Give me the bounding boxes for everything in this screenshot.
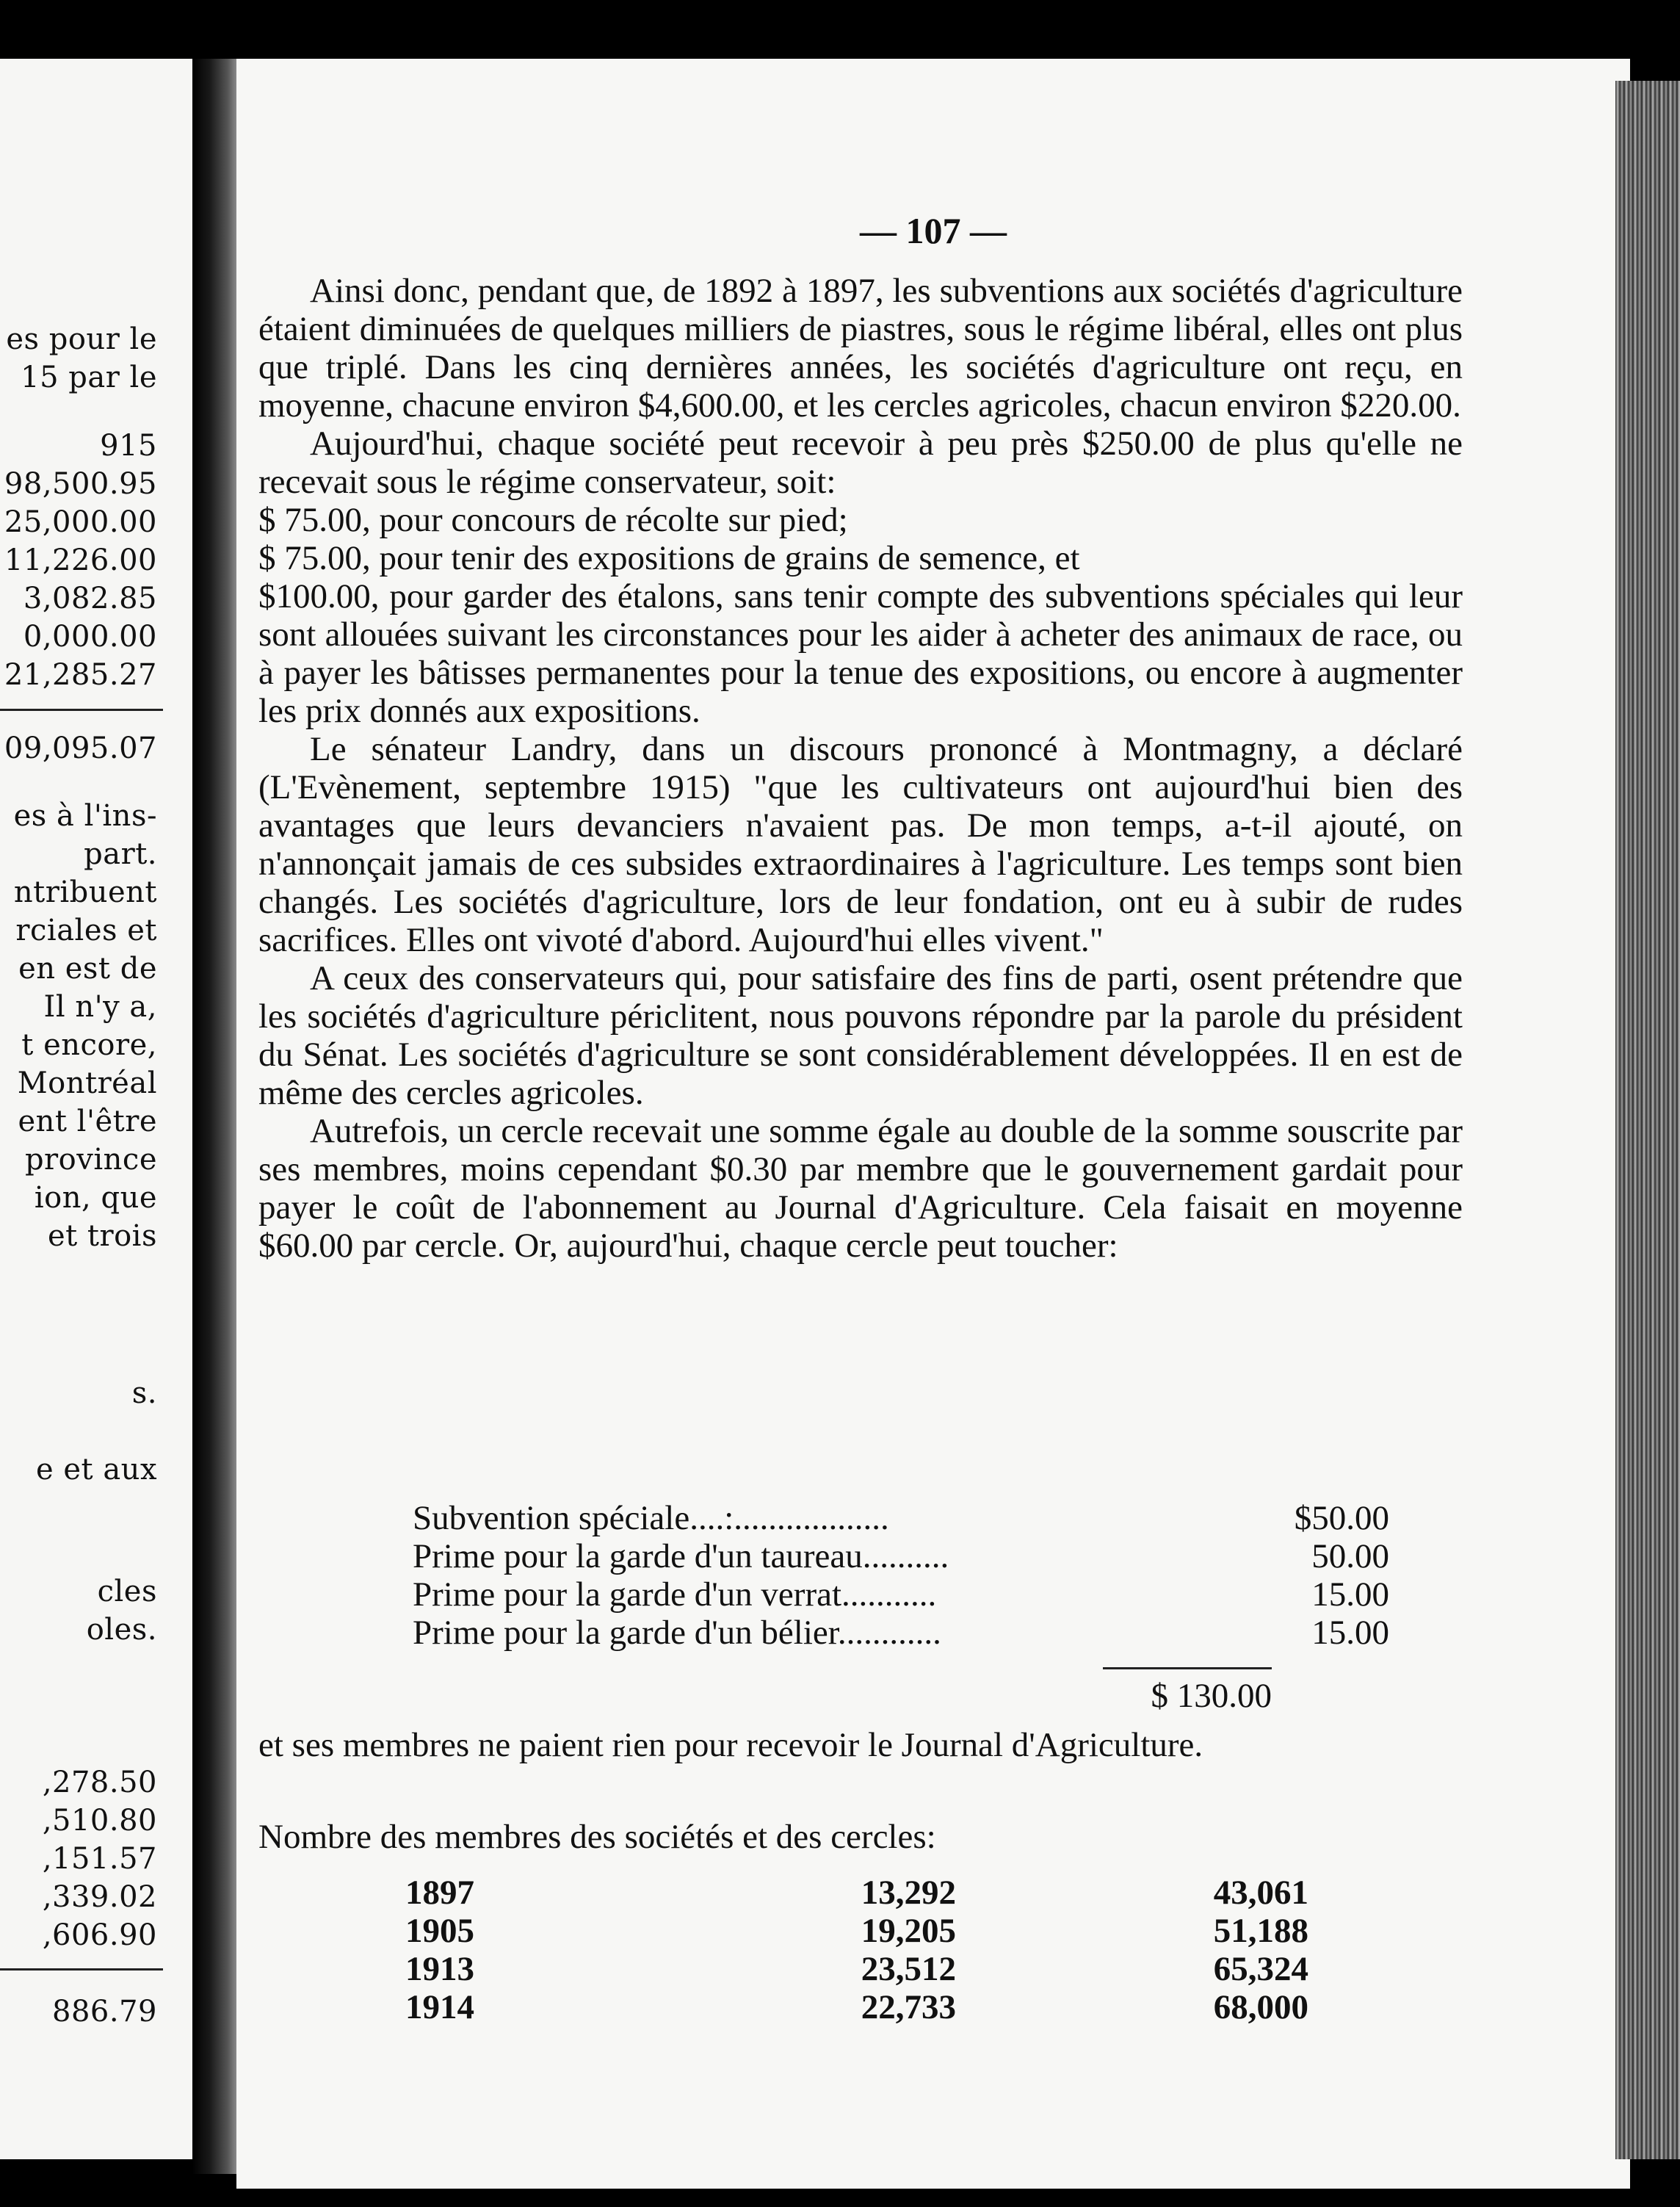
member-societies: 22,733 xyxy=(861,1988,956,2026)
left-line: province xyxy=(24,1143,157,1177)
subsidy-row xyxy=(413,1536,1389,1575)
member-circles: 65,324 xyxy=(1213,1950,1308,1988)
left-line: ,278.50 xyxy=(42,1766,157,1799)
member-circles: 51,188 xyxy=(1213,1912,1308,1950)
member-societies: 19,205 xyxy=(861,1912,956,1950)
members-row xyxy=(236,1911,1630,1949)
subsidy-label: Subvention spéciale....:.................. xyxy=(413,1499,889,1537)
member-year: 1897 xyxy=(405,1874,474,1912)
left-line: 21,285.27 xyxy=(4,658,157,692)
left-line: rciales et xyxy=(15,914,157,947)
member-year: 1913 xyxy=(405,1950,474,1988)
paragraph: Autrefois, un cercle recevait une somme égale au double de la somme souscrite par ses membres, moins cependant $0.30 par membre que le gouvernement gardait pour payer le coût de l'abonnement au Journal d'Agriculture. Cela faisait en moyenne $60.00 par cercle. Or, aujourd'hui, chaque cercle peut toucher: xyxy=(258,1112,1463,1265)
subsidy-amount: 15.00 xyxy=(1311,1575,1389,1614)
left-line: Il n'y a, xyxy=(43,990,157,1024)
left-line: cles xyxy=(97,1575,157,1608)
subsidy-label: Prime pour la garde d'un bélier............ xyxy=(413,1614,941,1652)
paragraph: Aujourd'hui, chaque société peut recevoir à peu près $250.00 de plus qu'elle ne recevait sous le régime conservateur, soit: xyxy=(258,425,1463,501)
left-line: e et aux xyxy=(35,1453,157,1487)
member-circles: 68,000 xyxy=(1213,1988,1308,2026)
paragraph: $ 75.00, pour concours de récolte sur pied; xyxy=(258,501,848,539)
subsidy-amount: 50.00 xyxy=(1311,1537,1389,1575)
paragraph: Le sénateur Landry, dans un discours prononcé à Montmagny, a déclaré (L'Evènement, septembre 1915) "que les cultivateurs ont aujourd'hui bien des avantages que leurs devanciers n'avaient pas. De mon temps, a-t-il ajouté, on n'annonçait jamais de ces subsides extraordinaires à l'agriculture. Les temps sont bien changés. Les sociétés d'agriculture, lors de leur fondation, ont eu à subir de rudes sacrifices. Elles ont vivoté d'abord. Aujourd'hui elles vivent." xyxy=(258,730,1463,959)
subsidy-table xyxy=(413,1498,1389,1651)
left-line: 15 par le xyxy=(21,361,157,394)
left-line: 886.79 xyxy=(52,1995,157,2029)
left-page-fragment xyxy=(0,59,192,2159)
member-societies: 23,512 xyxy=(861,1950,956,1988)
member-circles: 43,061 xyxy=(1213,1874,1308,1912)
left-line: ,151.57 xyxy=(42,1842,157,1876)
left-line: et trois xyxy=(47,1219,157,1253)
members-table xyxy=(236,1873,1630,2026)
member-year: 1905 xyxy=(405,1912,474,1950)
paragraph: $ 75.00, pour tenir des expositions de grains de semence, et xyxy=(258,539,1080,577)
left-line: en est de xyxy=(18,952,157,986)
left-line: oles. xyxy=(86,1613,157,1647)
left-rule xyxy=(0,709,163,711)
left-line: es à l'ins- xyxy=(13,799,157,833)
paragraph: Ainsi donc, pendant que, de 1892 à 1897, les subventions aux sociétés d'agriculture étaient diminuées de quelques milliers de piastres, sous le régime libéral, elles ont plus que triplé. Dans les cinq dernières années, les sociétés d'agriculture ont reçu, en moyenne, chacune environ $4,600.00, et les cercles agricoles, chacun environ $220.00. xyxy=(258,272,1463,425)
left-line: ent l'être xyxy=(18,1105,157,1138)
page-edges xyxy=(1615,81,1680,2159)
paragraph: A ceux des conservateurs qui, pour satisfaire des fins de parti, osent prétendre que les sociétés d'agriculture périclitent, nous pouvons répondre par la parole du président du Sénat. Les sociétés d'agriculture se sont considérablement développées. Il en est de même des cercles agricoles. xyxy=(258,959,1463,1112)
members-row xyxy=(236,1873,1630,1911)
total-rule xyxy=(1103,1667,1272,1669)
subsidy-amount: 15.00 xyxy=(1311,1614,1389,1652)
main-page xyxy=(236,59,1630,2189)
member-societies: 13,292 xyxy=(861,1874,956,1912)
members-row xyxy=(236,1987,1630,2026)
left-line: Montréal xyxy=(17,1066,157,1100)
subsidy-amount: $50.00 xyxy=(1294,1499,1389,1537)
left-line: part. xyxy=(84,837,157,871)
left-line: ,339.02 xyxy=(42,1880,157,1914)
left-line: 98,500.95 xyxy=(4,467,157,501)
book-gutter xyxy=(192,59,236,2174)
left-line: 3,082.85 xyxy=(23,582,157,615)
after-table-text: et ses membres ne paient rien pour recevoir le Journal d'Agriculture. xyxy=(258,1726,1203,1764)
subsidy-label: Prime pour la garde d'un taureau.......... xyxy=(413,1537,949,1575)
left-line: 0,000.00 xyxy=(23,620,157,654)
left-line: ,606.90 xyxy=(42,1918,157,1952)
left-line: 11,226.00 xyxy=(4,543,157,577)
subsidy-row xyxy=(413,1498,1389,1536)
left-line: ion, que xyxy=(34,1181,157,1215)
page-number: — 107 — xyxy=(860,210,1007,251)
left-line: ,510.80 xyxy=(42,1804,157,1838)
left-line: ntribuent xyxy=(13,875,157,909)
subsidy-row xyxy=(413,1613,1389,1651)
body-text xyxy=(258,272,1463,1265)
left-line: t encore, xyxy=(21,1028,157,1062)
subsidy-label: Prime pour la garde d'un verrat........... xyxy=(413,1575,937,1614)
left-rule xyxy=(0,1968,163,1971)
left-line: 915 xyxy=(100,429,157,463)
subsidy-row xyxy=(413,1575,1389,1613)
members-intro: Nombre des membres des sociétés et des cercles: xyxy=(258,1818,936,1856)
left-line: s. xyxy=(131,1376,157,1410)
member-year: 1914 xyxy=(405,1988,474,2026)
left-line: 09,095.07 xyxy=(4,732,157,765)
left-line: 25,000.00 xyxy=(4,505,157,539)
subsidy-total: $ 130.00 xyxy=(1151,1677,1272,1715)
paragraph: $100.00, pour garder des étalons, sans tenir compte des subventions spéciales qui leur sont allouées suivant les circonstances pour les aider à acheter des animaux de race, ou à payer les bâtisses permanentes pour la tenue des expositions, ou encore à augmenter les prix donnés aux expositions. xyxy=(258,577,1463,730)
members-row xyxy=(236,1949,1630,1987)
left-line: es pour le xyxy=(6,322,157,356)
